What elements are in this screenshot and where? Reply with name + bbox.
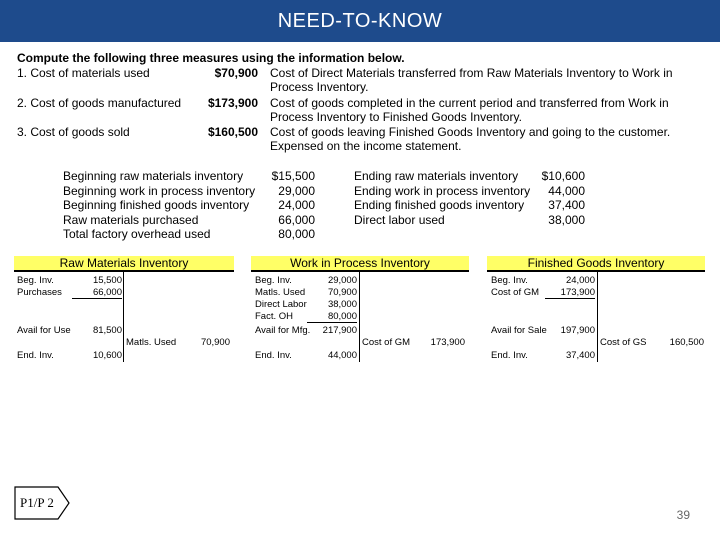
given-end-wip-label: Ending work in process inventory [354, 183, 531, 198]
raw-credit-label: Matls. Used [126, 337, 177, 348]
wip-matls-label: Matls. Used [255, 287, 306, 298]
measure-1-value: $70,900 [214, 66, 258, 80]
given-data-left-values [255, 169, 315, 242]
measure-2-desc-line2: Process Inventory to Finished Goods Inventory. [270, 110, 522, 124]
wip-beg-label: Beg. Inv. [255, 275, 292, 286]
wip-avail-label: Avail for Mfg. [255, 325, 311, 336]
measure-3-desc-line2: Expensed on the income statement. [270, 139, 462, 153]
given-end-wip-value: 44,000 [548, 183, 585, 198]
given-data-right-values [525, 169, 585, 227]
wip-avail-value: 217,900 [322, 325, 357, 336]
raw-purchases-label: Purchases [17, 287, 62, 298]
wip-oh-value: 80,000 [307, 311, 357, 323]
fg-end-label: End. Inv. [491, 350, 528, 361]
given-data-left [63, 169, 255, 242]
given-factory-oh-value: 80,000 [278, 227, 315, 241]
measure-3-desc-line1: Cost of goods leaving Finished Goods Inventory and going to the customer. [270, 125, 671, 139]
nav-label: P1/P 2 [20, 495, 54, 510]
wip-matls-value: 70,900 [327, 287, 357, 298]
given-beg-wip-value: 29,000 [278, 183, 315, 198]
measure-2-label: 2. Cost of goods manufactured [17, 96, 182, 110]
raw-beg-value: 15,500 [92, 275, 122, 286]
fg-beg-label: Beg. Inv. [491, 275, 528, 286]
fg-credit-value: 160,500 [669, 337, 704, 348]
raw-beg-label: Beg. Inv. [17, 275, 54, 286]
wip-credit-label: Cost of GM [362, 337, 411, 348]
fg-cogm-value: 173,900 [545, 287, 595, 299]
title-bar [0, 0, 720, 42]
given-end-raw-label: Ending raw materials inventory [354, 169, 519, 183]
raw-end-value: 10,600 [92, 350, 122, 361]
raw-purchases-value: 66,000 [72, 287, 122, 299]
measure-1-label: 1. Cost of materials used [17, 66, 150, 80]
wip-header: Work in Process Inventory [251, 256, 469, 272]
wip-labor-value: 38,000 [327, 299, 357, 310]
fg-divider [597, 272, 598, 362]
nav-chevron-button[interactable] [14, 486, 70, 520]
raw-avail-value: 81,500 [92, 325, 122, 336]
given-beg-raw-label: Beginning raw materials inventory [63, 169, 244, 183]
wip-labor-label: Direct Labor [255, 299, 307, 310]
given-end-fg-value: 37,400 [548, 198, 585, 212]
fg-beg-value: 24,000 [565, 275, 595, 286]
wip-end-value: 44,000 [327, 350, 357, 361]
wip-oh-label: Fact. OH [255, 311, 294, 322]
fg-avail-value: 197,900 [560, 325, 595, 336]
given-end-fg-label: Ending finished goods inventory [354, 198, 525, 212]
measure-2-desc-line1: Cost of goods completed in the current period and transferred from Work in [270, 96, 669, 110]
wip-beg-value: 29,000 [327, 275, 357, 286]
given-direct-labor-label: Direct labor used [354, 212, 445, 227]
measure-2-value: $173,900 [207, 96, 258, 110]
given-beg-wip-label: Beginning work in process inventory [63, 183, 256, 198]
given-beg-fg-value: 24,000 [278, 198, 315, 212]
raw-materials-header: Raw Materials Inventory [14, 256, 234, 272]
wip-end-label: End. Inv. [255, 350, 292, 361]
raw-materials-divider [123, 272, 124, 362]
given-rm-purchased-value: 66,000 [278, 212, 315, 227]
wip-credit-value: 173,900 [430, 337, 465, 348]
page-number: 39 [676, 508, 690, 522]
given-direct-labor-value: 38,000 [548, 212, 585, 227]
fg-end-value: 37,400 [565, 350, 595, 361]
measure-3-value: $160,500 [207, 125, 258, 139]
measure-3-label: 3. Cost of goods sold [17, 125, 130, 139]
fg-cogm-label: Cost of GM [491, 287, 540, 298]
given-beg-fg-label: Beginning finished goods inventory [63, 198, 250, 212]
measure-1-desc-line1: Cost of Direct Materials transferred from Raw Materials Inventory to Work in [270, 66, 673, 80]
wip-divider [359, 272, 360, 362]
fg-credit-label: Cost of GS [600, 337, 647, 348]
measure-1-desc-line2: Process Inventory. [270, 80, 369, 94]
given-data-right [354, 169, 530, 227]
intro-text: Compute the following three measures using the information below. [17, 51, 405, 65]
raw-avail-label: Avail for Use [17, 325, 71, 336]
given-end-raw-value: $10,600 [541, 169, 585, 183]
given-beg-raw-value: $15,500 [271, 169, 315, 183]
fg-header: Finished Goods Inventory [487, 256, 705, 272]
given-rm-purchased-label: Raw materials purchased [63, 212, 199, 227]
raw-end-label: End. Inv. [17, 350, 54, 361]
raw-credit-value: 70,900 [200, 337, 230, 348]
given-factory-oh-label: Total factory overhead used [63, 227, 211, 241]
fg-avail-label: Avail for Sale [491, 325, 547, 336]
slide-title: NEED-TO-KNOW [277, 10, 443, 32]
